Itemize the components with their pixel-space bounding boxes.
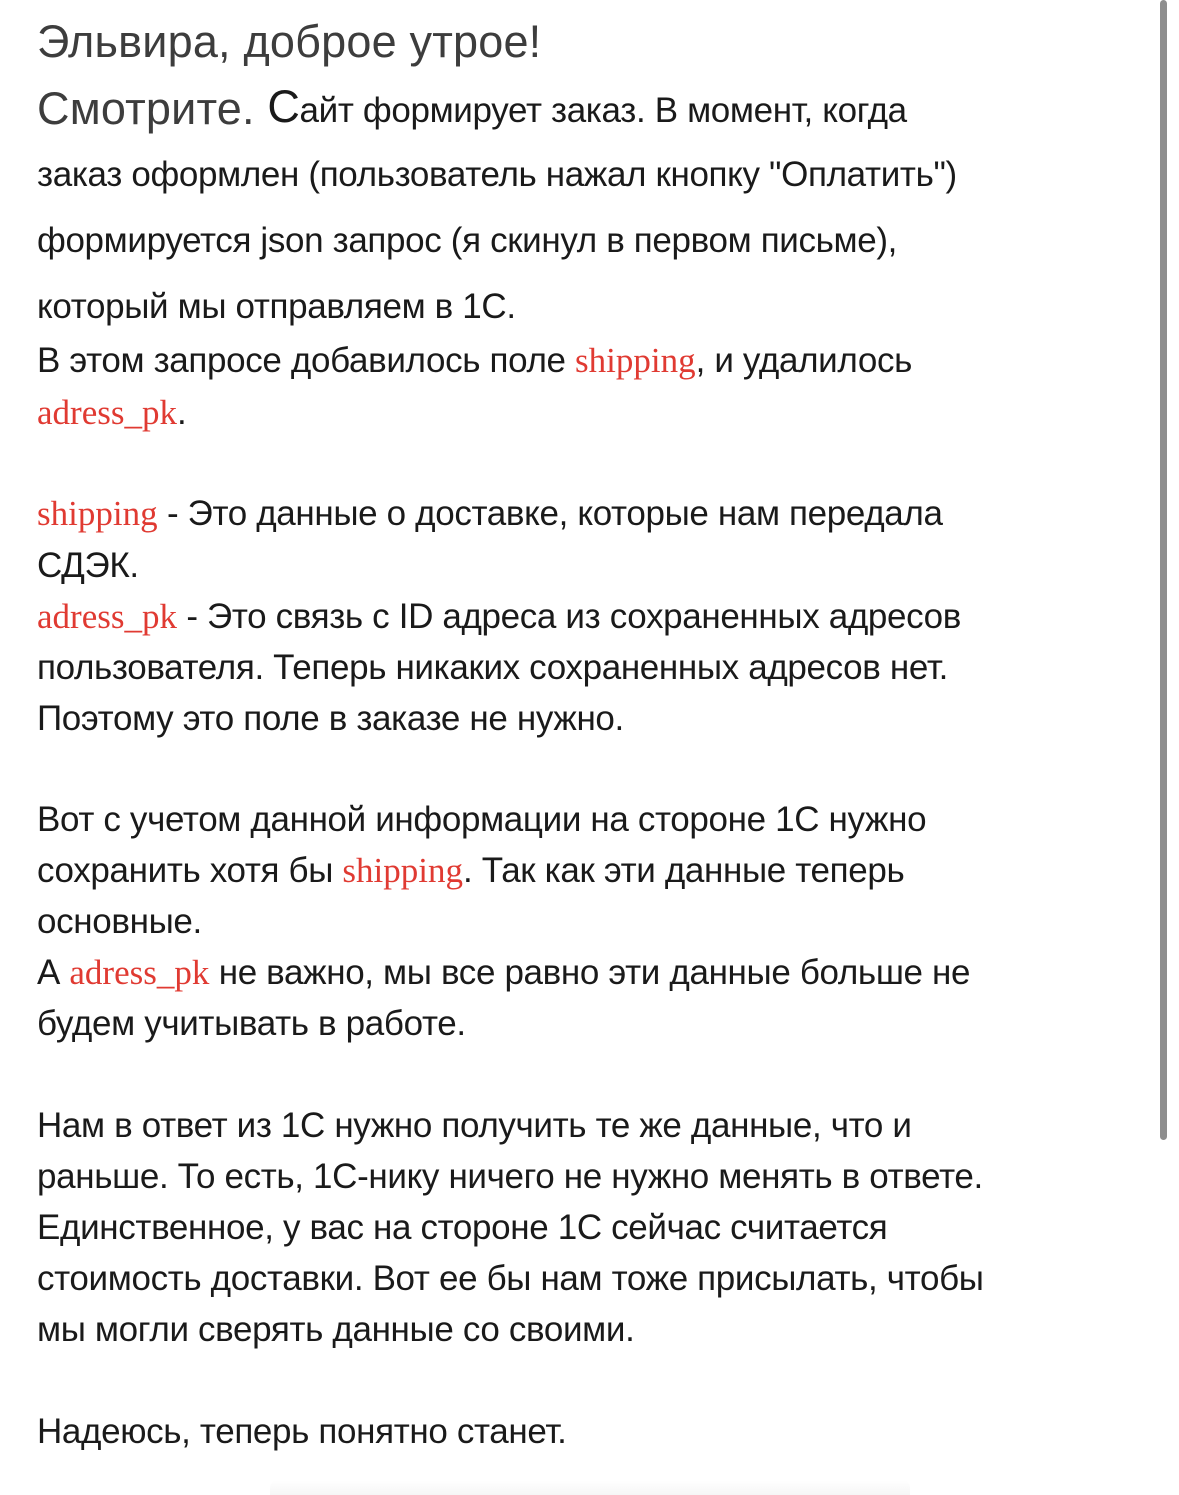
paragraph-4-line-5	[37, 1308, 634, 1352]
shipping-field-name: shipping	[37, 494, 158, 533]
shipping-field-name: shipping	[575, 341, 696, 380]
paragraph-2-line-5-text: Поэтому это поле в заказе не нужно.	[37, 699, 624, 738]
paragraph-1-line-2	[37, 153, 957, 197]
paragraph-1-line-1	[37, 79, 907, 134]
paragraph-4-line-2-text: раньше. То есть, 1С-нику ничего не нужно менять в ответе.	[37, 1157, 983, 1196]
paragraph-1-line-3-text: формируется json запрос (я скинул в первом письме),	[37, 221, 898, 260]
paragraph-2-line-2-text: СДЭК.	[37, 546, 139, 585]
paragraph-1-line-3	[37, 219, 897, 263]
adress-pk-field-name: adress_pk	[37, 597, 177, 636]
paragraph-4-line-1-text: Нам в ответ из 1С нужно получить те же данные, что и	[37, 1106, 912, 1145]
shipping-field-name: shipping	[342, 851, 463, 890]
paragraph-1-line-1-text: айт формирует заказ. В момент, когда	[299, 91, 907, 130]
paragraph-2-line-2	[37, 544, 139, 588]
paragraph-2-line-5	[37, 697, 624, 741]
paragraph-2-line-3	[37, 595, 961, 639]
paragraph-3-line-2	[37, 849, 904, 893]
paragraph-1-line-4	[37, 285, 516, 329]
vertical-scrollbar[interactable]	[1160, 0, 1167, 1140]
greeting-text: Эльвира, доброе утрое!	[37, 16, 542, 67]
paragraph-3-line-2-text-a: сохранить хотя бы	[37, 851, 343, 890]
greeting-line	[37, 14, 541, 70]
paragraph-4-line-4-text: стоимость доставки. Вот ее бы нам тоже присылать, чтобы	[37, 1259, 984, 1298]
paragraph-3-line-3	[37, 900, 202, 944]
paragraph-4-line-3-text: Единственное, у вас на стороне 1С сейчас считается	[37, 1208, 888, 1247]
lead-word: Смотрите.	[37, 83, 268, 134]
paragraph-3-line-2-text-b: . Так как эти данные теперь	[462, 851, 905, 890]
paragraph-4-line-2	[37, 1155, 983, 1199]
paragraph-3-line-4-text-a: А	[37, 953, 70, 992]
adress-pk-field-name: adress_pk	[37, 393, 177, 432]
paragraph-2-line-1	[37, 492, 943, 536]
paragraph-1-line-6-text: .	[176, 393, 187, 432]
paragraph-3-line-3-text: основные.	[37, 902, 202, 941]
paragraph-1-line-5	[37, 339, 912, 383]
paragraph-3-line-5	[37, 1002, 466, 1046]
paragraph-3-line-4	[37, 951, 970, 995]
paragraph-3-line-4-text-b: не важно, мы все равно эти данные больше не	[209, 953, 971, 992]
paragraph-4-line-1	[37, 1104, 912, 1148]
paragraph-3-line-1-text: Вот с учетом данной информации на стороне 1С нужно	[37, 800, 927, 839]
paragraph-2-line-4-text: пользователя. Теперь никаких сохраненных адресов нет.	[37, 648, 949, 687]
paragraph-1-line-4-text: который мы отправляем в 1С.	[37, 287, 516, 326]
paragraph-1-line-2-text: заказ оформлен (пользователь нажал кнопку "Оплатить")	[37, 155, 957, 194]
paragraph-3-line-1	[37, 798, 926, 842]
paragraph-1-line-6	[37, 391, 186, 435]
paragraph-5-line-1	[37, 1410, 567, 1454]
paragraph-1-line-5-text-b: , и удалилось	[695, 341, 912, 380]
lead-cap-letter: С	[267, 81, 300, 132]
paragraph-1-line-5-text-a: В этом запросе добавилось поле	[37, 341, 576, 380]
adress-pk-field-name: adress_pk	[69, 953, 210, 992]
paragraph-2-line-1-text: - Это данные о доставке, которые нам передала	[157, 494, 943, 533]
paragraph-3-line-5-text: будем учитывать в работе.	[37, 1004, 466, 1043]
paragraph-2-line-4	[37, 646, 948, 690]
paragraph-4-line-3	[37, 1206, 887, 1250]
paragraph-4-line-5-text: мы могли сверять данные со своими.	[37, 1310, 635, 1349]
paragraph-5-line-1-text: Надеюсь, теперь понятно станет.	[37, 1412, 567, 1451]
paragraph-4-line-4	[37, 1257, 984, 1301]
paragraph-2-line-3-text: - Это связь с ID адреса из сохраненных адресов	[176, 597, 962, 636]
bottom-edge-shadow	[270, 1480, 910, 1495]
